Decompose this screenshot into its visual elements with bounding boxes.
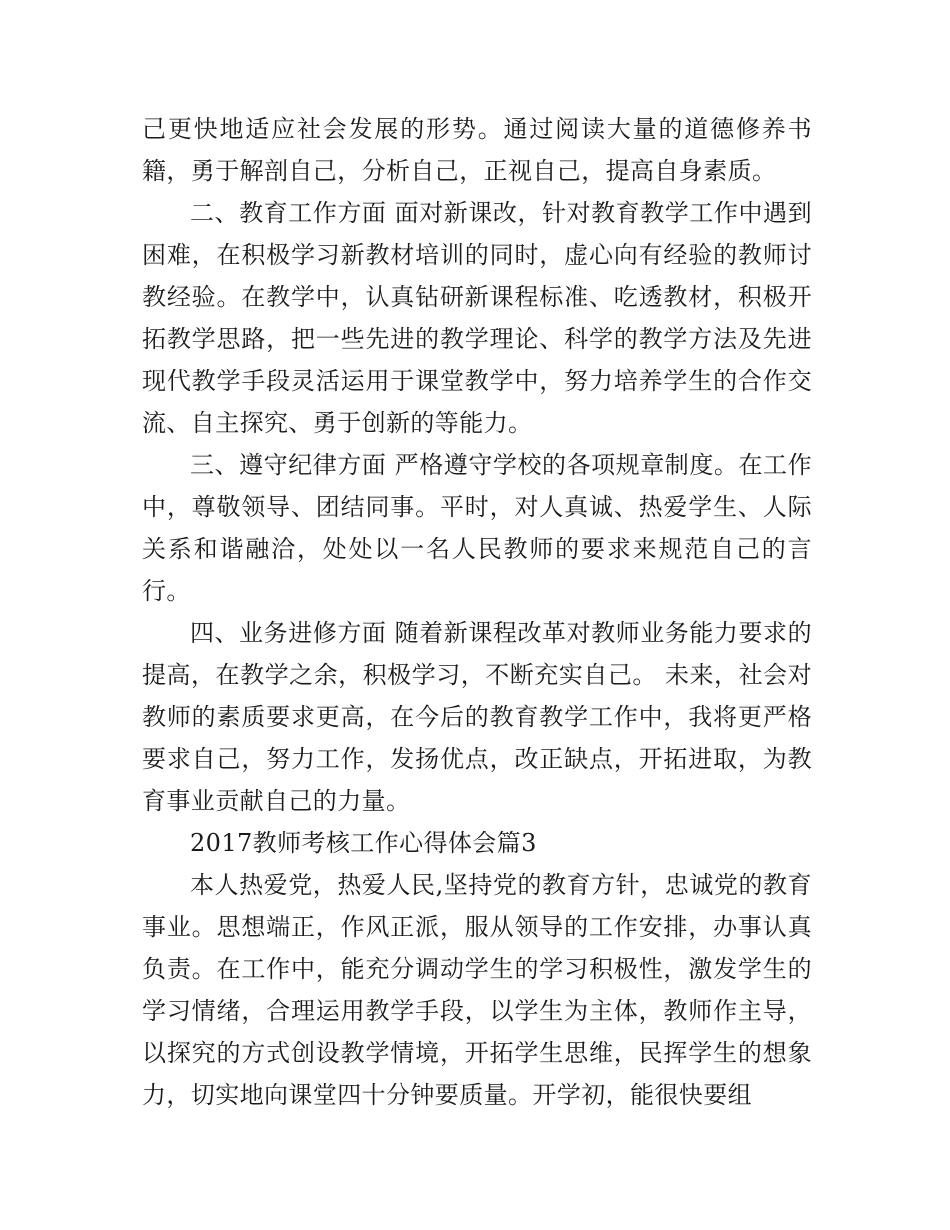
paragraph-1: 己更快地适应社会发展的形势。通过阅读大量的道德修养书籍，勇于解剖自己，分析自己，正视自己，提高自身素质。 xyxy=(142,115,812,185)
paragraph-discipline: 三、遵守纪律方面 严格遵守学校的各项规章制度。在工作中，尊敬领导、团结同事。平时，对人真诚、热爱学生、人际关系和谐融洽，处处以一名人民教师的要求来规范自己的言行。 xyxy=(142,451,812,605)
document-page xyxy=(142,108,812,1116)
paragraph-education-work: 二、教育工作方面 面对新课改，针对教育教学工作中遇到困难，在积极学习新教材培训的同时，虚心向有经验的教师讨教经验。在教学中，认真钻研新课程标准、吃透教材，积极开拓教学思路，把一些先进的教学理论、科学的教学方法及先进现代教学手段灵活运用于课堂教学中，努力培养学生的合作交流、自主探究、勇于创新的等能力。 xyxy=(142,199,812,437)
section-heading: 2017教师考核工作心得体会篇3 xyxy=(190,829,537,857)
paragraph-section-3-body: 本人热爱党，热爱人民,坚持党的教育方针，忠诚党的教育事业。思想端正，作风正派，服从领导的工作安排，办事认真负责。在工作中，能充分调动学生的学习积极性，激发学生的学习情绪，合理运用教学手段，以学生为主体，教师作主导，以探究的方式创设教学情境，开拓学生思维，民挥学生的想象力，切实地向课堂四十分钟要质量。开学初，能很快要组 xyxy=(142,871,812,1109)
paragraph-professional-study: 四、业务进修方面 随着新课程改革对教师业务能力要求的提高，在教学之余，积极学习，不断充实自己。 未来，社会对教师的素质要求更高，在今后的教育教学工作中，我将更严格要求自己，努力工作，发扬优点，改正缺点，开拓进取，为教育事业贡献自己的力量。 xyxy=(142,619,812,815)
